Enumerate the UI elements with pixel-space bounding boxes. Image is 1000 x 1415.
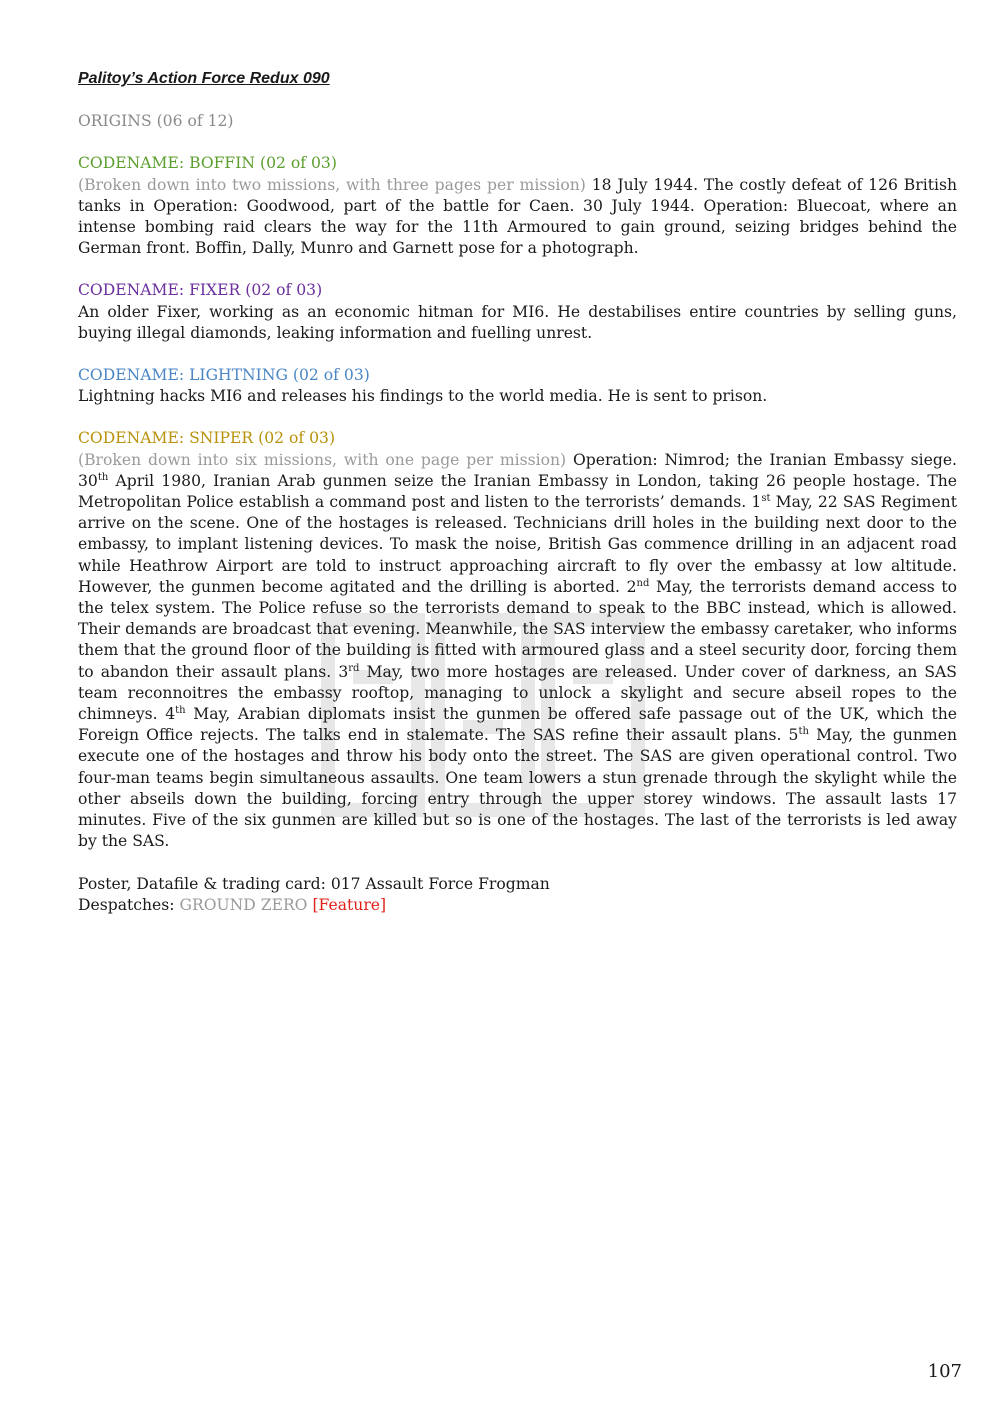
section-boffin [78,153,957,259]
origins-label: ORIGINS (06 of 12) [78,112,234,131]
document-title: Palitoy’s Action Force Redux 090 [78,70,330,87]
boffin-text: 18 July 1944. The costly defeat of 126 British tanks in Operation: Goodwood, part of the battle for Caen. 30 July 1944. Operation: Bluecoat, where an intense bombing raid clears the way for the 11th Armoured to gain ground, seizing bridges behind the German front. Boffin, Dally, Munro and Garnett pose for a photograph. [78,175,957,258]
ordinal-suffix: th [175,704,186,716]
lightning-heading: CODENAME: LIGHTNING (02 of 03) [78,366,370,385]
poster-line: Poster, Datafile & trading card: 017 Assault Force Frogman [78,874,550,893]
sniper-text-5: May, two more hostages are released. Under cover of darkness, an SAS team reconnoitres the embassy rooftop, managing to unlock a skylight and secure abseil ropes to the chimneys. 4 [78,662,957,724]
sniper-text-2: April 1980, Iranian Arab gunmen seize the Iranian Embassy in London, taking 26 people hostage. The Metropolitan Police establish a command post and listen to the terrorists’ demands. 1 [78,471,957,512]
section-fixer [78,280,957,344]
sniper-text-6: May, Arabian diplomats insist the gunmen be offered safe passage out of the UK, which the Foreign Office rejects. The talks end in stalemate. The SAS refine their assault plans. 5 [78,705,958,745]
ordinal-suffix: st [761,492,771,504]
feature-tag: [Feature] [307,895,387,914]
despatches-line [78,895,957,916]
sniper-text-4: May, the terrorists demand access to the telex system. The Police refuse so the terrorists demand to speak to the BBC instead, which is allowed. Their demands are broadcast that evening. Meanwhile, the SAS interview the embassy caretaker, who informs them that the ground floor of the building is fitted with armoured glass and a steel security door, forcing them to abandon their assault plans. 3 [78,577,957,681]
fixer-heading: CODENAME: FIXER (02 of 03) [78,281,323,300]
document-body [78,68,957,916]
ordinal-suffix: th [97,471,109,483]
ordinal-suffix: th [798,726,809,738]
sniper-heading: CODENAME: SNIPER (02 of 03) [78,429,336,448]
ordinal-suffix: nd [636,577,650,589]
despatches-value: GROUND ZERO [179,895,308,914]
section-lightning [78,365,957,407]
despatches-label: Despatches: [78,895,180,914]
page-number: 107 [927,1361,962,1382]
lightning-paragraph: Lightning hacks MI6 and releases his findings to the world media. He is sent to prison. [78,387,768,406]
section-sniper [78,428,957,852]
sniper-text-3: May, 22 SAS Regiment arrive on the scene. One of the hostages is released. Technicians drill holes in the building next door to the embassy, to implant listening devices. To mask the noise, British Gas commence drilling in an adjacent road while Heathrow Airport are told to instruct approaching aircraft to fly over the embassy at low altitude. However, the gunmen become agitated and the drilling is aborted. 2 [78,493,957,596]
sniper-paragraph [78,450,957,853]
ordinal-suffix: rd [348,662,360,674]
sniper-note: (Broken down into six missions, with one page per mission) [78,450,567,469]
fixer-paragraph: An older Fixer, working as an economic hitman for MI6. He destabilises entire countries by selling guns, buying illegal diamonds, leaking information and fuelling unrest. [78,302,957,342]
sniper-text-1: Operation: Nimrod; the Iranian Embassy siege. 30 [78,450,958,490]
boffin-paragraph [78,175,957,260]
boffin-note: (Broken down into two missions, with three pages per mission) [78,175,586,194]
boffin-heading: CODENAME: BOFFIN (02 of 03) [78,154,337,173]
sniper-text-7: May, the gunmen execute one of the hostages and throw his body onto the street. The SAS are given operational control. Two four-man teams begin simultaneous assaults. One team lowers a stun grenade through the skylight while the other abseils down the building, forcing entry through the upper storey windows. The assault lasts 17 minutes. Five of the six gunmen are killed but so is one of the hostages. The last of the terrorists is led away by the SAS. [78,726,957,851]
